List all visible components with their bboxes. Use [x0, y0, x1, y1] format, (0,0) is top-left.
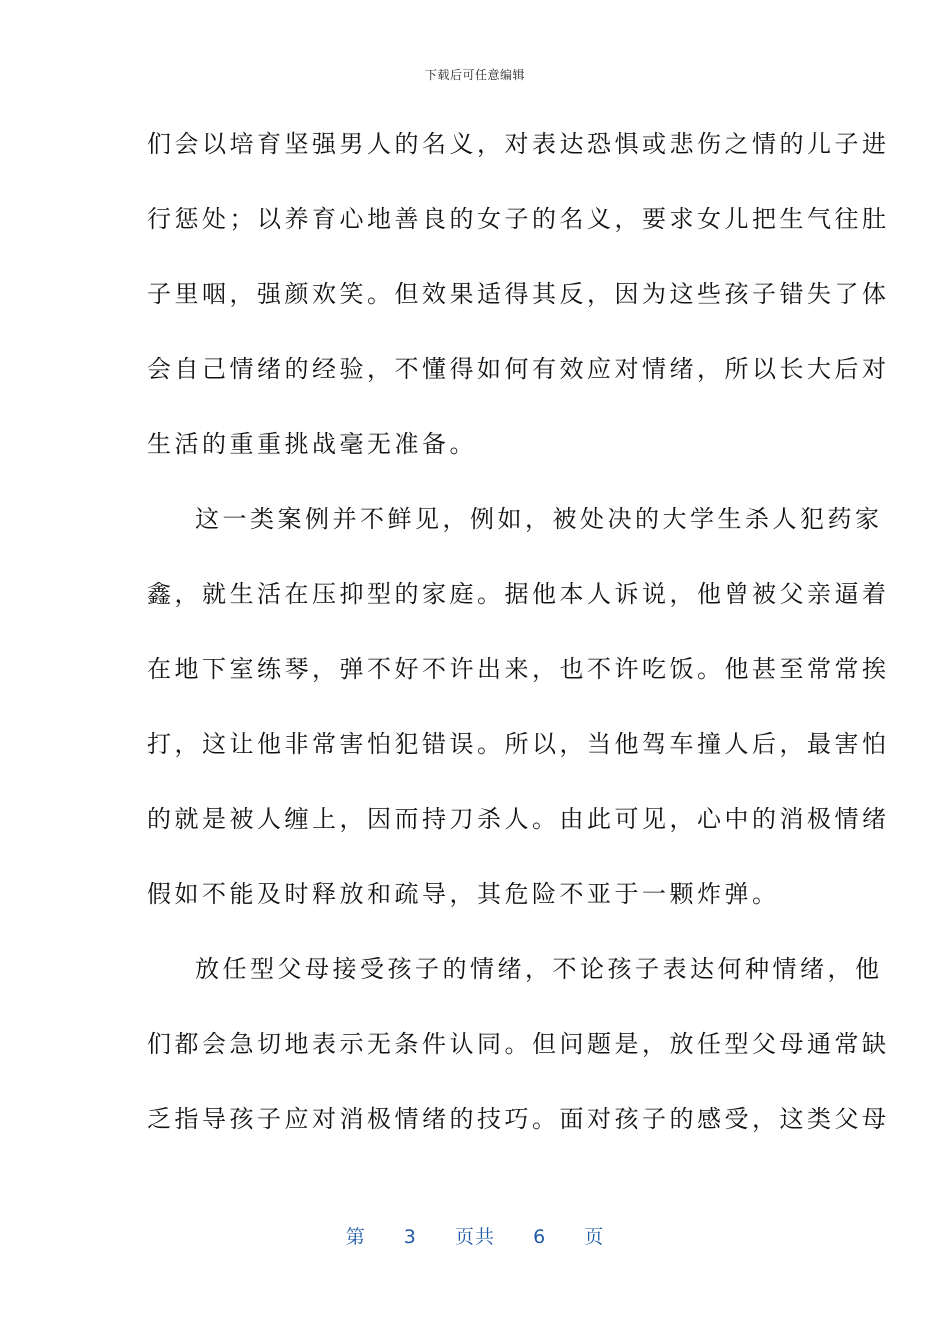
- text-line: 鑫，就生活在压抑型的家庭。据他本人诉说，他曾被父亲逼着: [147, 580, 890, 608]
- text-line: 在地下室练琴，弹不好不许出来，也不许吃饭。他甚至常常挨: [147, 655, 890, 683]
- text-line: 们都会急切地表示无条件认同。但问题是，放任型父母通常缺: [147, 1030, 890, 1058]
- paragraph-start-line: 这一类案例并不鲜见，例如，被处决的大学生杀人犯药家: [195, 505, 883, 533]
- text-line: 的就是被人缠上，因而持刀杀人。由此可见，心中的消极情绪: [147, 805, 890, 833]
- text-line: 行惩处；以养育心地善良的女子的名义，要求女儿把生气往肚: [147, 205, 890, 233]
- document-body: [147, 124, 890, 1174]
- paragraph-start-line: 放任型父母接受孩子的情绪，不论孩子表达何种情绪，他: [195, 955, 883, 983]
- text-line: 们会以培育坚强男人的名义，对表达恐惧或悲伤之情的儿子进: [147, 130, 890, 158]
- total-pages-number: 6: [533, 1226, 547, 1248]
- page-label-mid: 页共: [454, 1226, 495, 1248]
- text-line: 假如不能及时释放和疏导，其危险不亚于一颗炸弹。: [147, 880, 780, 908]
- text-line: 生活的重重挑战毫无准备。: [147, 430, 477, 458]
- page-number-footer: [0, 1222, 950, 1249]
- text-line: 会自己情绪的经验，不懂得如何有效应对情绪，所以长大后对: [147, 355, 890, 383]
- text-line: 子里咽，强颜欢笑。但效果适得其反，因为这些孩子错失了体: [147, 280, 890, 308]
- page-label-suffix: 页: [584, 1226, 605, 1248]
- header-note: 下载后可任意编辑: [424, 68, 525, 82]
- page-label-prefix: 第: [345, 1226, 366, 1248]
- text-line: 打，这让他非常害怕犯错误。所以，当他驾车撞人后，最害怕: [147, 730, 890, 758]
- current-page-number: 3: [403, 1226, 417, 1248]
- text-line: 乏指导孩子应对消极情绪的技巧。面对孩子的感受，这类父母: [147, 1105, 890, 1133]
